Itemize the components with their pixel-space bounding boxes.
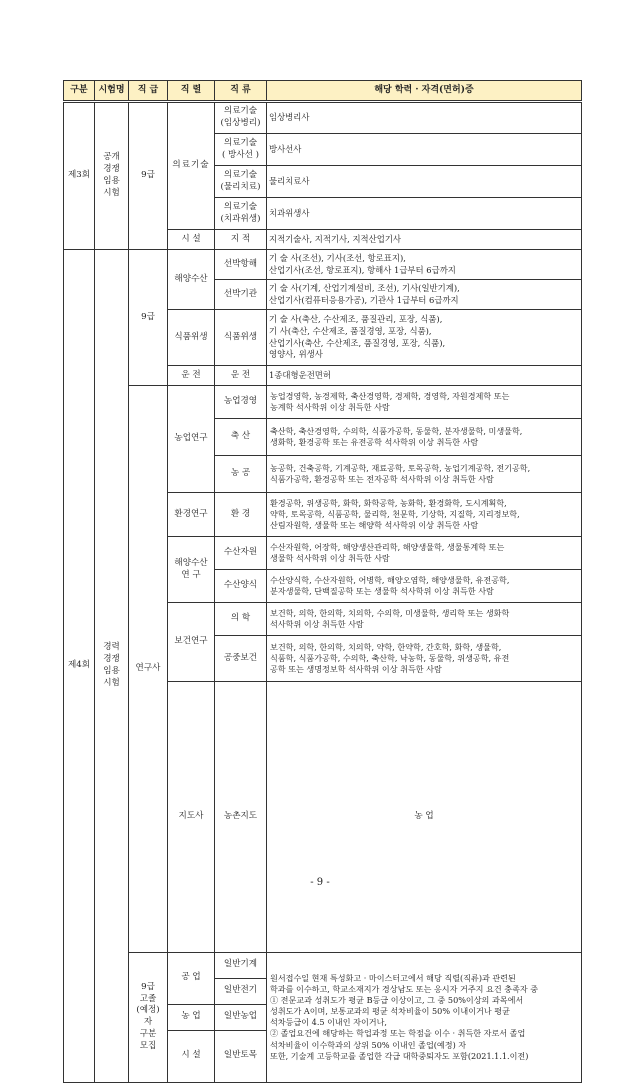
series-cell: 시 설 <box>168 230 215 250</box>
qualification-cell: 기 술 사(조선), 기사(조선, 항로표지), 산업기사(조선, 항로표지), 항해사 1급부터 6급까지 <box>267 250 582 280</box>
qualification-cell: 농업경영학, 농경제학, 축산경영학, 경제학, 경영학, 자원경제학 또는 농계학 석사학위 이상 취득한 사람 <box>267 386 582 419</box>
header-gubun: 구분 <box>64 81 95 102</box>
series-cell: 운 전 <box>168 366 215 386</box>
header-series: 직 렬 <box>168 81 215 102</box>
series-cell: 농 업 <box>168 1004 215 1030</box>
series-cell: 농업연구 <box>168 386 215 493</box>
header-grade: 직 급 <box>129 81 168 102</box>
qualification-cell: 보건학, 의학, 한의학, 치의학, 약학, 한약학, 간호학, 화학, 생물학, 식품학, 식품가공학, 수의학, 축산학, 낙농학, 동물학, 위생공학, 유전 공학 또는 생명정보학 석사학위 이상 취득한 사람 <box>267 636 582 682</box>
qualification-cell: 축산학, 축산경영학, 수의학, 식품가공학, 동물학, 분자생물학, 미생물학, 생화학, 환경공학 또는 유전공학 석사학위 이상 취득한 사람 <box>267 419 582 456</box>
jikryu-cell: 의료기술 (치과위생) <box>215 198 267 230</box>
table-row <box>64 250 582 280</box>
table-row <box>64 952 582 978</box>
series-cell: 해양수산 <box>168 250 215 310</box>
jikryu-cell: 일반토목 <box>215 1030 267 1082</box>
series-cell: 해양수산 연 구 <box>168 537 215 603</box>
jikryu-cell: 선박항해 <box>215 250 267 280</box>
jikryu-cell: 축 산 <box>215 419 267 456</box>
jikryu-cell: 농 업 <box>267 682 582 953</box>
gubun-cell: 제3회 <box>64 102 95 250</box>
jikryu-cell: 일반농업 <box>215 1004 267 1030</box>
jikryu-cell: 일반기계 <box>215 952 267 978</box>
grade-cell: 9급 <box>129 250 168 386</box>
grade-cell: 지도사 <box>168 682 215 953</box>
jikryu-cell: 의료기술 (임상병리) <box>215 102 267 134</box>
grade-cell: 9급 고졸 (예정) 자 구분 모집 <box>129 952 168 1082</box>
series-cell: 환경연구 <box>168 493 215 537</box>
jikryu-cell: 수산자원 <box>215 537 267 570</box>
jikryu-cell: 일반전기 <box>215 978 267 1004</box>
grade-cell: 연구사 <box>129 386 168 953</box>
jikryu-cell: 의료기술 (물리치료) <box>215 166 267 198</box>
series-cell: 의료기술 <box>168 102 215 230</box>
qualification-cell: 물리치료사 <box>267 166 582 198</box>
qualification-cell: 1종대형운전면허 <box>267 366 582 386</box>
jikryu-cell: 공중보건 <box>215 636 267 682</box>
header-qualification: 해당 학력 · 자격(면허)증 <box>267 81 582 102</box>
exam-qualification-table <box>63 80 582 1083</box>
page-number: - 9 - <box>310 877 330 888</box>
jikryu-cell: 수산양식 <box>215 570 267 603</box>
series-cell: 보건연구 <box>168 603 215 682</box>
jikryu-cell: 지 적 <box>215 230 267 250</box>
header-jikryu: 직 류 <box>215 81 267 102</box>
series-cell: 시 설 <box>168 1030 215 1082</box>
qualification-cell: 환경공학, 위생공학, 화학, 화학공학, 농화학, 환경화학, 도시계획학, 약학, 토목공학, 식품공학, 물리학, 천문학, 기상학, 지질학, 지리정보학, 산림자원학, 생물학 또는 해양학 석사학위 이상 취득한 사람 <box>267 493 582 537</box>
qualification-cell: 임상병리사 <box>267 102 582 134</box>
jikryu-cell: 식품위생 <box>215 310 267 366</box>
qualification-cell: 수산자원학, 어장학, 해양생산관리학, 해양생물학, 생물통계학 또는 생물학 석사학위 이상 취득한 사람 <box>267 537 582 570</box>
series-cell: 공 업 <box>168 952 215 1004</box>
table-header-row <box>64 81 582 102</box>
jikryu-cell: 선박기관 <box>215 280 267 310</box>
jikryu-cell: 의 학 <box>215 603 267 636</box>
qualification-cell: 수산양식학, 수산자원학, 어병학, 해양오염학, 해양생물학, 유전공학, 분자생물학, 단백질공학 또는 생물학 석사학위 이상 취득한 사람 <box>267 570 582 603</box>
qualification-cell: 보건학, 의학, 한의학, 치의학, 수의학, 미생물학, 생리학 또는 생화학 석사학위 이상 취득한 사람 <box>267 603 582 636</box>
exam-name-cell: 경력 경쟁 임용 시험 <box>95 250 129 1083</box>
jikryu-cell: 환 경 <box>215 493 267 537</box>
qualification-cell: 지적기술사, 지적기사, 지적산업기사 <box>267 230 582 250</box>
jikryu-cell: 농 공 <box>215 456 267 493</box>
qualification-cell: 기 술 사(기계, 산업기계설비, 조선), 기사(일반기계), 산업기사(컴퓨터응용가공), 기관사 1급부터 6급까지 <box>267 280 582 310</box>
table-row <box>64 102 582 134</box>
exam-name-cell: 공개 경쟁 임용 시험 <box>95 102 129 250</box>
table-row <box>64 386 582 419</box>
jikryu-cell: 농업경영 <box>215 386 267 419</box>
grade-cell: 9급 <box>129 102 168 250</box>
qualification-cell: 치과위생사 <box>267 198 582 230</box>
qualification-cell: 방사선사 <box>267 134 582 166</box>
qualification-cell: 원서접수일 현재 특성화고 · 마이스터고에서 해당 직렬(직류)과 관련된 학과를 이수하고, 학교소재지가 경상남도 또는 응시자 거주지 요건 충족자 중 ① 전문교과 성취도가 평균 B등급 이상이고, 그 중 50%이상의 과목에서 성취도가 A이며, 보통교과의 평균 석차비율이 50% 이내이거나 평균 석차등급이 4.5 이내인 자이거나, ② 졸업요건에 해당하는 학업과정 또는 학점을 이수 · 취득한 자로서 졸업 석차비율이 이수학과의 상위 50% 이내인 졸업(예정) 자 또한, 기술계 고등학교를 졸업한 각급 대학중퇴자도 포함(2021.1.1.이전) <box>267 952 582 1082</box>
series-cell: 식품위생 <box>168 310 215 366</box>
qualification-cell: 기 술 사(축산, 수산제조, 품질관리, 포장, 식품), 기 사(축산, 수산제조, 품질경영, 포장, 식품), 산업기사(축산, 수산제조, 품질경영, 포장, 식품), 영양사, 위생사 <box>267 310 582 366</box>
series-cell: 농촌지도 <box>215 682 267 953</box>
jikryu-cell: 운 전 <box>215 366 267 386</box>
qualification-cell: 농공학, 건축공학, 기계공학, 재료공학, 토목공학, 농업기계공학, 전기공학, 식품가공학, 환경공학 또는 전자공학 석사학위 이상 취득한 사람 <box>267 456 582 493</box>
jikryu-cell: 의료기술 ( 방사선 ) <box>215 134 267 166</box>
gubun-cell: 제4회 <box>64 250 95 1083</box>
header-exam: 시험명 <box>95 81 129 102</box>
